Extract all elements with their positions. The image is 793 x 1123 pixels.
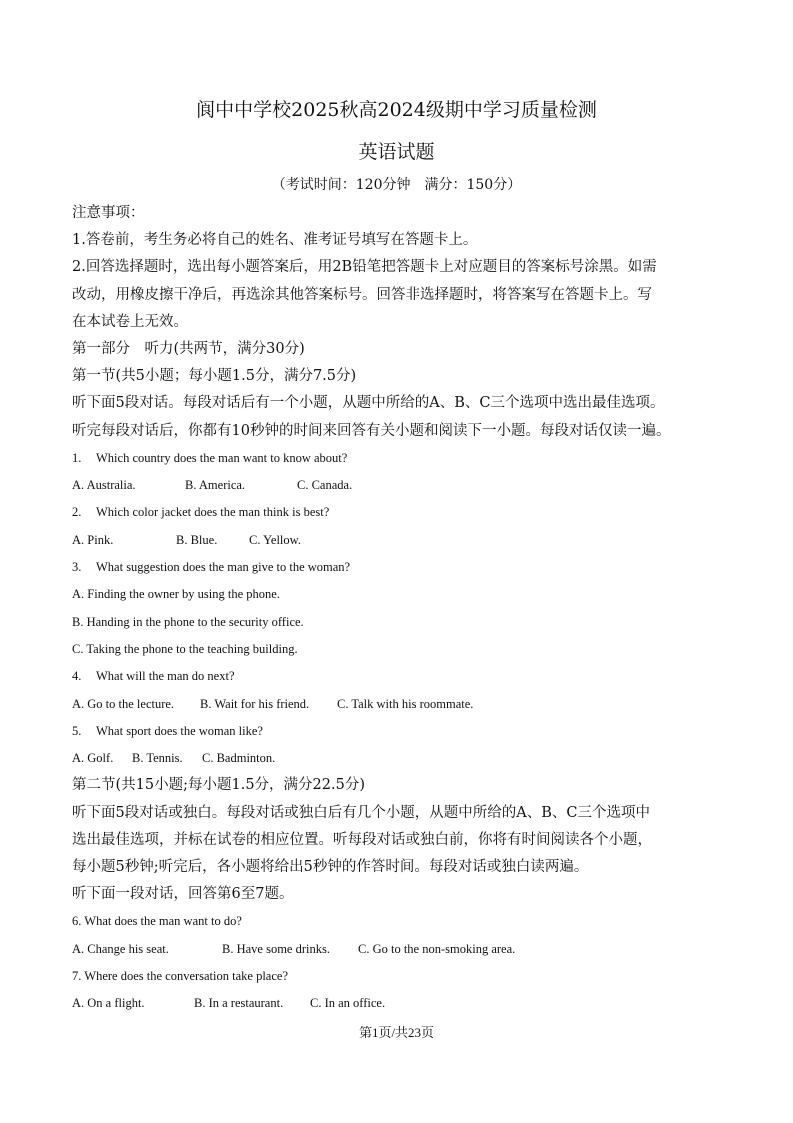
question-number: 3. xyxy=(72,560,82,575)
note-2-line-1: 2.回答选择题时，选出每小题答案后，用2B铅笔把答题卡上对应题目的答案标号涂黑。如需 xyxy=(72,259,657,276)
question-5 xyxy=(72,718,732,745)
question-4-options xyxy=(72,691,732,718)
option-b: B. Wait for his friend. xyxy=(200,696,310,711)
section-2-heading: 第二节(共15小题;每小题1.5分，满分22.5分) xyxy=(72,777,365,794)
option-c: C. Go to the non-smoking area. xyxy=(358,941,516,956)
option-a: A. Change his seat. xyxy=(72,941,169,956)
exam-info: （考试时间：120分钟 满分：150分） xyxy=(271,177,522,193)
section-2-instruction-line-3: 每小题5秒钟;听完后，各小题将给出5秒钟的作答时间。每段对话或独白读两遍。 xyxy=(72,859,589,875)
question-text: Which color jacket does the man think is best? xyxy=(96,505,330,520)
question-number: 4. xyxy=(72,669,82,684)
option-a: A. On a flight. xyxy=(72,996,145,1011)
option-b: B. America. xyxy=(185,478,246,493)
option-a: A. Golf. xyxy=(72,751,114,766)
option-b: B. Blue. xyxy=(176,532,218,547)
question-4 xyxy=(72,663,732,690)
question-6: 6. What does the man want to do? xyxy=(72,914,242,929)
page-number: 第1页/共23页 xyxy=(358,1025,435,1040)
section-1-instruction-line-2: 听完每段对话后，你都有10秒钟的时间来回答有关小题和阅读下一小题。每段对话仅读一遍。 xyxy=(72,422,671,439)
question-1-options xyxy=(72,472,732,499)
question-2-options xyxy=(72,527,732,554)
question-number: 5. xyxy=(72,723,82,738)
note-2-line-3: 在本试卷上无效。 xyxy=(72,313,188,330)
option-c: C. Talk with his roommate. xyxy=(337,696,474,711)
option-c: C. Yellow. xyxy=(249,532,301,547)
option-c: C. In an office. xyxy=(310,996,386,1011)
question-text: Which country does the man want to know about? xyxy=(96,450,348,465)
question-5-options xyxy=(72,745,732,772)
dialog-intro: 听下面一段对话，回答第6至7题。 xyxy=(72,886,294,903)
section-1-heading: 第一节(共5小题；每小题1.5分，满分7.5分) xyxy=(72,368,357,385)
option-c: C. Canada. xyxy=(297,478,353,493)
question-3-option-a: A. Finding the owner by using the phone. xyxy=(72,587,280,602)
note-2-line-2: 改动，用橡皮擦干净后，再选涂其他答案标号。回答非选择题时，将答案写在答题卡上。写 xyxy=(72,286,652,303)
option-a: A. Australia. xyxy=(72,478,136,493)
question-7: 7. Where does the conversation take place? xyxy=(72,969,288,983)
exam-body xyxy=(72,200,732,1018)
question-text: What will the man do next? xyxy=(96,669,235,684)
question-text: What sport does the woman like? xyxy=(96,723,263,738)
question-3-option-c: C. Taking the phone to the teaching building. xyxy=(72,641,298,656)
option-a: A. Go to the lecture. xyxy=(72,696,175,711)
option-c: C. Badminton. xyxy=(202,751,276,766)
question-1 xyxy=(72,445,732,472)
question-6-options xyxy=(72,936,732,963)
question-number: 2. xyxy=(72,505,82,520)
option-a: A. Pink. xyxy=(72,532,114,547)
exam-subject: 英语试题 xyxy=(358,141,435,163)
option-b: B. In a restaurant. xyxy=(194,996,284,1011)
section-2-instruction-line-2: 选出最佳选项，并标在试卷的相应位置。听每段对话或独白前，你将有时间阅读各个小题， xyxy=(72,831,652,848)
section-1-instruction-line-1: 听下面5段对话。每段对话后有一个小题，从题中所给的A、B、C三个选项中选出最佳选项。 xyxy=(72,395,665,412)
part-1-heading: 第一部分 听力(共两节，满分30分) xyxy=(72,341,305,358)
exam-title: 阆中中学校2025秋高2024级期中学习质量检测 xyxy=(196,99,597,121)
option-b: B. Have some drinks. xyxy=(222,941,330,956)
option-b: B. Tennis. xyxy=(132,751,183,766)
question-7-options xyxy=(72,990,732,1017)
question-2 xyxy=(72,499,732,526)
note-1: 1.答卷前，考生务必将自己的姓名、准考证号填写在答题卡上。 xyxy=(72,232,478,249)
question-3 xyxy=(72,554,732,581)
section-2-instruction-line-1: 听下面5段对话或独白。每段对话或独白后有几个小题，从题中所给的A、B、C三个选项中 xyxy=(72,804,650,821)
question-3-option-b: B. Handing in the phone to the security office. xyxy=(72,614,304,629)
notes-heading: 注意事项： xyxy=(72,205,145,221)
question-text: What suggestion does the man give to the woman? xyxy=(96,560,351,575)
question-number: 1. xyxy=(72,450,82,465)
